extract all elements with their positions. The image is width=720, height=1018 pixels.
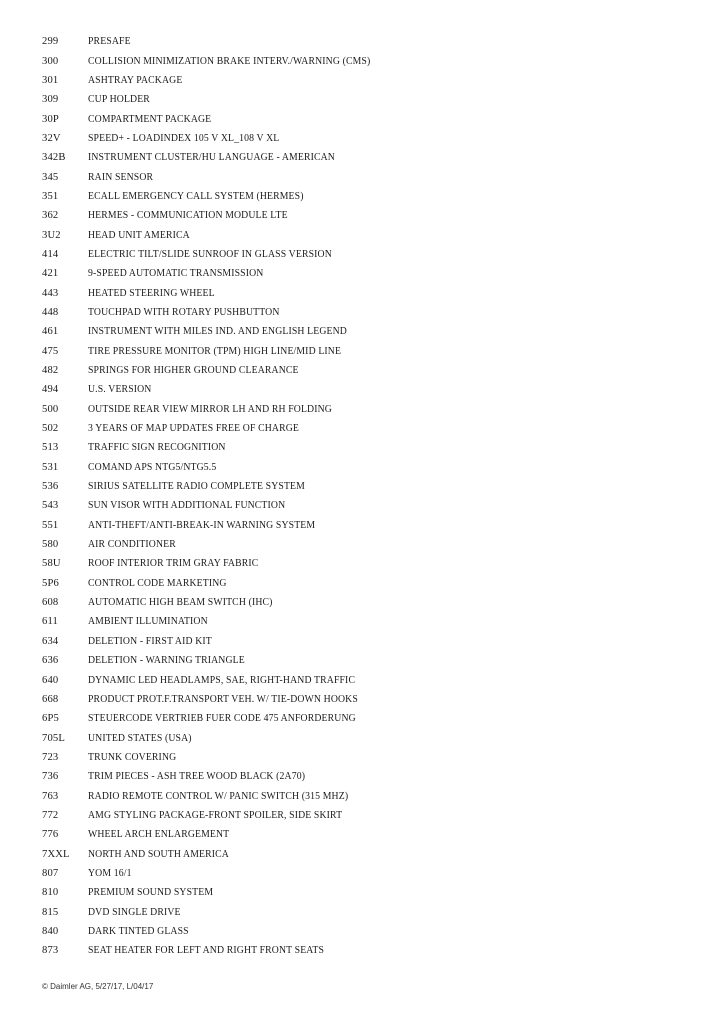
option-row	[42, 535, 692, 554]
option-code: 873	[42, 945, 59, 957]
option-description: DELETION - FIRST AID KIT	[88, 635, 212, 647]
option-description: SPRINGS FOR HIGHER GROUND CLEARANCE	[88, 365, 299, 377]
option-code: 580	[42, 539, 59, 551]
option-code: 640	[42, 674, 59, 686]
option-row	[42, 129, 692, 148]
option-description: DVD SINGLE DRIVE	[88, 906, 181, 918]
option-row	[42, 400, 692, 419]
option-description: AMG STYLING PACKAGE-FRONT SPOILER, SIDE SKIRT	[88, 809, 343, 821]
option-code: 705L	[42, 732, 65, 744]
option-description: COLLISION MINIMIZATION BRAKE INTERV./WARNING (CMS)	[88, 55, 371, 67]
option-code: 421	[42, 268, 59, 280]
option-description: ELECTRIC TILT/SLIDE SUNROOF IN GLASS VERSION	[88, 248, 332, 260]
option-row	[42, 380, 692, 399]
option-description: STEUERCODE VERTRIEB FUER CODE 475 ANFORDERUNG	[88, 713, 356, 725]
option-code: 414	[42, 248, 59, 260]
option-description: 9-SPEED AUTOMATIC TRANSMISSION	[88, 268, 264, 280]
option-description: SEAT HEATER FOR LEFT AND RIGHT FRONT SEATS	[88, 945, 325, 957]
option-description: CONTROL CODE MARKETING	[88, 577, 227, 589]
option-row	[42, 767, 692, 786]
option-description: TIRE PRESSURE MONITOR (TPM) HIGH LINE/MID LINE	[88, 345, 342, 357]
option-row	[42, 71, 692, 90]
option-description: COMPARTMENT PACKAGE	[88, 113, 212, 125]
option-code: 634	[42, 635, 59, 647]
option-code: 5P6	[42, 577, 59, 589]
option-code: 611	[42, 616, 58, 628]
option-description: ROOF INTERIOR TRIM GRAY FABRIC	[88, 558, 259, 570]
option-row	[42, 574, 692, 593]
option-description: AIR CONDITIONER	[88, 539, 176, 551]
option-row	[42, 612, 692, 631]
option-code: 475	[42, 345, 59, 357]
option-row	[42, 206, 692, 225]
option-code: 482	[42, 365, 59, 377]
option-description: DELETION - WARNING TRIANGLE	[88, 655, 245, 667]
option-description: ASHTRAY PACKAGE	[88, 74, 183, 86]
option-description: TRAFFIC SIGN RECOGNITION	[88, 442, 226, 454]
option-row	[42, 748, 692, 767]
option-row	[42, 825, 692, 844]
option-row	[42, 438, 692, 457]
option-row	[42, 670, 692, 689]
option-code: 551	[42, 519, 59, 531]
option-row	[42, 864, 692, 883]
option-code: 32V	[42, 132, 61, 144]
option-row	[42, 283, 692, 302]
option-row	[42, 883, 692, 902]
option-row	[42, 806, 692, 825]
option-description: SPEED+ - LOADINDEX 105 V XL_108 V XL	[88, 132, 280, 144]
option-description: DARK TINTED GLASS	[88, 925, 189, 937]
option-description: ANTI-THEFT/ANTI-BREAK-IN WARNING SYSTEM	[88, 519, 316, 531]
option-description: INSTRUMENT CLUSTER/HU LANGUAGE - AMERICAN	[88, 152, 335, 164]
option-row	[42, 690, 692, 709]
option-description: SIRIUS SATELLITE RADIO COMPLETE SYSTEM	[88, 481, 305, 493]
option-description: RAIN SENSOR	[88, 171, 154, 183]
option-code: 448	[42, 306, 59, 318]
option-row	[42, 844, 692, 863]
option-row	[42, 922, 692, 941]
option-code: 807	[42, 867, 59, 879]
option-code: 810	[42, 887, 59, 899]
option-row	[42, 632, 692, 651]
option-code: 7XXL	[42, 848, 70, 860]
option-row	[42, 245, 692, 264]
option-row	[42, 361, 692, 380]
option-row	[42, 728, 692, 747]
option-row	[42, 167, 692, 186]
option-code: 300	[42, 55, 59, 67]
option-description: INSTRUMENT WITH MILES IND. AND ENGLISH LEGEND	[88, 326, 347, 338]
option-row	[42, 458, 692, 477]
option-description: PREMIUM SOUND SYSTEM	[88, 887, 214, 899]
option-code: 763	[42, 790, 59, 802]
option-description: ECALL EMERGENCY CALL SYSTEM (HERMES)	[88, 190, 304, 202]
option-description: PRODUCT PROT.F.TRANSPORT VEH. W/ TIE-DOWN HOOKS	[88, 693, 358, 705]
copyright-footer: © Daimler AG, 5/27/17, L/04/17	[42, 982, 154, 991]
option-code: 772	[42, 809, 59, 821]
option-row	[42, 51, 692, 70]
option-code: 543	[42, 500, 59, 512]
option-row	[42, 109, 692, 128]
option-code: 443	[42, 287, 59, 299]
option-description: 3 YEARS OF MAP UPDATES FREE OF CHARGE	[88, 423, 299, 435]
option-code: 840	[42, 925, 59, 937]
option-code: 502	[42, 423, 59, 435]
option-code: 513	[42, 442, 59, 454]
option-row	[42, 90, 692, 109]
option-row	[42, 709, 692, 728]
option-code: 6P5	[42, 713, 59, 725]
option-code: 345	[42, 171, 59, 183]
option-code: 723	[42, 751, 59, 763]
option-row	[42, 148, 692, 167]
option-code: 776	[42, 829, 59, 841]
option-code: 461	[42, 326, 59, 338]
option-code: 500	[42, 403, 59, 415]
option-description: WHEEL ARCH ENLARGEMENT	[88, 829, 230, 841]
option-row	[42, 902, 692, 921]
option-row	[42, 303, 692, 322]
option-code: 536	[42, 481, 59, 493]
option-description: HEAD UNIT AMERICA	[88, 229, 190, 241]
option-description: YOM 16/1	[88, 867, 132, 879]
option-row	[42, 225, 692, 244]
option-code: 362	[42, 210, 59, 222]
option-description: RADIO REMOTE CONTROL W/ PANIC SWITCH (315 MHZ)	[88, 790, 349, 802]
option-row	[42, 554, 692, 573]
option-code: 309	[42, 94, 59, 106]
option-code: 301	[42, 74, 59, 86]
option-code: 815	[42, 906, 59, 918]
option-code: 30P	[42, 113, 59, 125]
option-description: AUTOMATIC HIGH BEAM SWITCH (IHC)	[88, 597, 273, 609]
option-row	[42, 32, 692, 51]
option-row	[42, 941, 692, 960]
option-code: 531	[42, 461, 59, 473]
option-description: OUTSIDE REAR VIEW MIRROR LH AND RH FOLDING	[88, 403, 332, 415]
option-description: PRESAFE	[88, 36, 131, 48]
option-code: 636	[42, 655, 59, 667]
option-code: 351	[42, 190, 59, 202]
option-code: 736	[42, 771, 59, 783]
option-code-list	[42, 32, 692, 961]
option-code: 3U2	[42, 229, 61, 241]
option-description: CUP HOLDER	[88, 94, 150, 106]
option-description: U.S. VERSION	[88, 384, 152, 396]
option-description: DYNAMIC LED HEADLAMPS, SAE, RIGHT-HAND TRAFFIC	[88, 674, 356, 686]
option-row	[42, 516, 692, 535]
option-description: TRUNK COVERING	[88, 751, 177, 763]
option-code: 342B	[42, 152, 66, 164]
option-description: HERMES - COMMUNICATION MODULE LTE	[88, 210, 288, 222]
option-description: SUN VISOR WITH ADDITIONAL FUNCTION	[88, 500, 286, 512]
option-row	[42, 322, 692, 341]
option-row	[42, 496, 692, 515]
option-row	[42, 264, 692, 283]
option-description: AMBIENT ILLUMINATION	[88, 616, 208, 628]
option-code: 494	[42, 384, 59, 396]
option-row	[42, 187, 692, 206]
option-code: 608	[42, 597, 59, 609]
option-row	[42, 342, 692, 361]
option-description: HEATED STEERING WHEEL	[88, 287, 215, 299]
option-description: COMAND APS NTG5/NTG5.5	[88, 461, 217, 473]
option-code: 58U	[42, 558, 61, 570]
option-description: UNITED STATES (USA)	[88, 732, 192, 744]
option-row	[42, 419, 692, 438]
option-row	[42, 651, 692, 670]
option-description: NORTH AND SOUTH AMERICA	[88, 848, 229, 860]
option-description: TRIM PIECES - ASH TREE WOOD BLACK (2A70)	[88, 771, 306, 783]
option-description: TOUCHPAD WITH ROTARY PUSHBUTTON	[88, 306, 280, 318]
option-code: 299	[42, 36, 59, 48]
option-code: 668	[42, 693, 59, 705]
option-row	[42, 593, 692, 612]
option-row	[42, 786, 692, 805]
option-row	[42, 477, 692, 496]
